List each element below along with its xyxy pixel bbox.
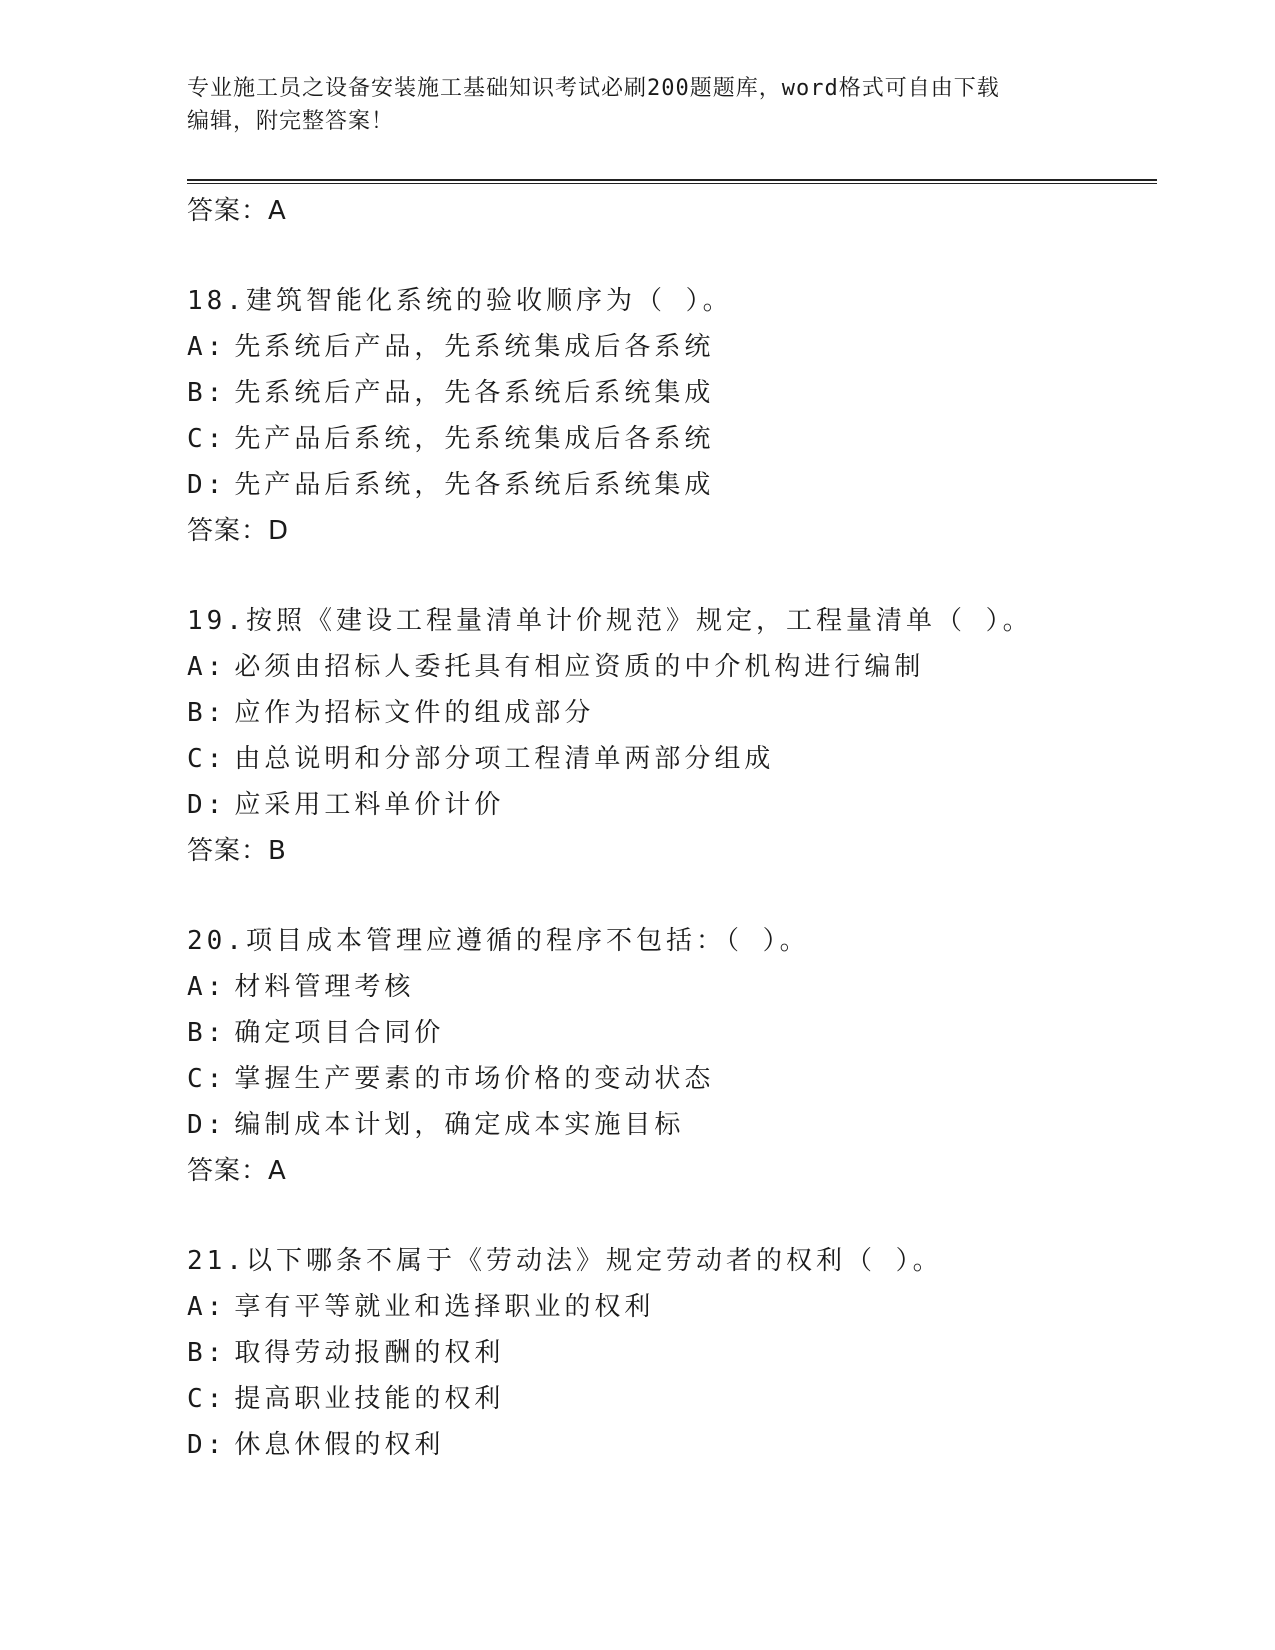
option-key: B: [187, 1018, 227, 1048]
option-text: 先系统后产品，先各系统后系统集成 [234, 378, 715, 408]
option-text: 必须由招标人委托具有相应资质的中介机构进行编制 [234, 652, 925, 682]
option-text: 掌握生产要素的市场价格的变动状态 [234, 1064, 715, 1094]
answer-line: 答案：A [187, 1156, 287, 1186]
option-b [187, 690, 1147, 736]
option-text: 休息休假的权利 [234, 1430, 445, 1460]
answer-line: 答案：D [187, 516, 290, 546]
option-c [187, 736, 1147, 782]
question-stem: 19.按照《建设工程量清单计价规范》规定，工程量清单（ ）。 [187, 606, 1033, 636]
answer-line: 答案：B [187, 836, 287, 866]
header-title-line-1: 专业施工员之设备安装施工基础知识考试必刷200题题库，word格式可自由下载 [187, 76, 1000, 101]
question-stem: 18.建筑智能化系统的验收顺序为（ ）。 [187, 286, 733, 316]
question-stem: 21.以下哪条不属于《劳动法》规定劳动者的权利（ ）。 [187, 1246, 943, 1276]
header-divider [187, 179, 1157, 184]
question-21 [187, 1238, 1147, 1468]
question-20 [187, 918, 1147, 1194]
option-text: 应作为招标文件的组成部分 [234, 698, 595, 728]
option-key: D: [187, 1430, 227, 1460]
option-text: 确定项目合同价 [234, 1018, 445, 1048]
option-key: C: [187, 1064, 227, 1094]
option-text: 取得劳动报酬的权利 [234, 1338, 505, 1368]
option-text: 材料管理考核 [234, 972, 415, 1002]
option-text: 先系统后产品，先系统集成后各系统 [234, 332, 715, 362]
header-title-line-2: 编辑，附完整答案！ [187, 109, 395, 134]
question-19 [187, 598, 1147, 874]
option-text: 编制成本计划，确定成本实施目标 [234, 1110, 685, 1140]
document-header [187, 72, 1087, 138]
option-a [187, 964, 1147, 1010]
option-key: C: [187, 424, 227, 454]
option-b [187, 1330, 1147, 1376]
option-a [187, 1284, 1147, 1330]
option-key: B: [187, 698, 227, 728]
option-c [187, 1376, 1147, 1422]
option-d [187, 1102, 1147, 1148]
option-key: A: [187, 972, 227, 1002]
option-text: 应采用工料单价计价 [234, 790, 505, 820]
option-key: A: [187, 1292, 227, 1322]
option-text: 享有平等就业和选择职业的权利 [234, 1292, 655, 1322]
option-key: C: [187, 744, 227, 774]
option-key: D: [187, 470, 227, 500]
question-18 [187, 278, 1147, 554]
option-d [187, 782, 1147, 828]
question-stem: 20.项目成本管理应遵循的程序不包括：（ ）。 [187, 926, 810, 956]
option-c [187, 416, 1147, 462]
option-d [187, 462, 1147, 508]
option-c [187, 1056, 1147, 1102]
option-a [187, 324, 1147, 370]
option-b [187, 370, 1147, 416]
option-key: B: [187, 1338, 227, 1368]
option-key: C: [187, 1384, 227, 1414]
option-key: A: [187, 652, 227, 682]
option-b [187, 1010, 1147, 1056]
option-a [187, 644, 1147, 690]
option-d [187, 1422, 1147, 1468]
option-key: A: [187, 332, 227, 362]
question-list [187, 188, 1147, 1512]
option-key: B: [187, 378, 227, 408]
option-text: 由总说明和分部分项工程清单两部分组成 [234, 744, 775, 774]
option-key: D: [187, 1110, 227, 1140]
option-text: 先产品后系统，先系统集成后各系统 [234, 424, 715, 454]
option-key: D: [187, 790, 227, 820]
option-text: 先产品后系统，先各系统后系统集成 [234, 470, 715, 500]
answer-line: 答案：A [187, 196, 287, 226]
option-text: 提高职业技能的权利 [234, 1384, 505, 1414]
